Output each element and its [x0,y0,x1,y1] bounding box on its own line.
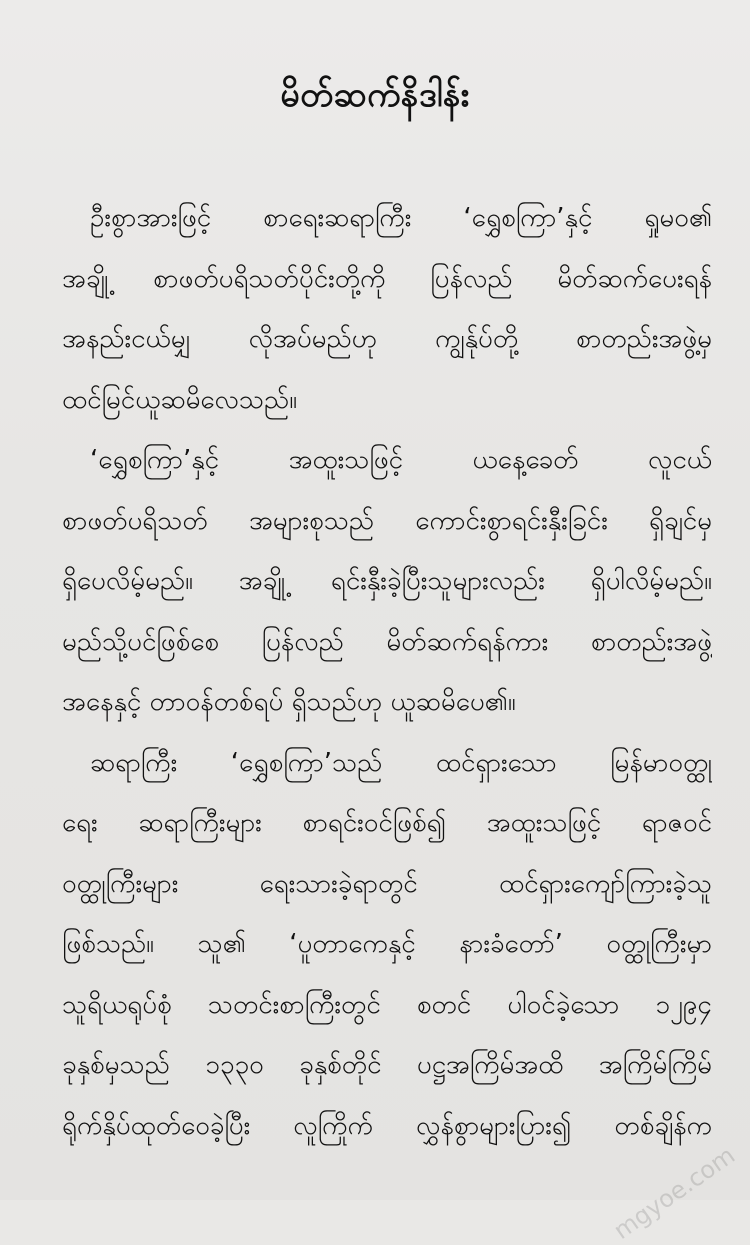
paragraph-1-line-1: ဦးစွာအားဖြင့် စာရေးဆရာကြီး ‘ရွှေစကြာ’နှင့် ရှုမဝ၏ [90,203,712,233]
document-body [62,188,712,1156]
paragraph-2-line-2: စာဖတ်ပရိသတ် အများစုသည် ကောင်းစွာရင်းနှီးခြင်း ရှိချင်မှ [62,505,712,536]
paragraph-1-line-4: ထင်မြင်ယူဆမိလေသည်။ [62,384,298,415]
paragraph-3-line-3: ဝတ္ထုကြီးများ ရေးသားခဲ့ရာတွင် ထင်ရှားကျော်ကြားခဲ့သူ [62,868,712,899]
watermark: mgyoe.com [608,1141,740,1245]
paragraph-2-line-5: အနေနှင့် တာဝန်တစ်ရပ် ရှိသည်ဟု ယူဆမိပေ၏။ [62,687,516,717]
paragraph-3-line-5: သူရိယရုပ်စုံ သတင်းစာကြီးတွင် စတင် ပါဝင်ခဲ့သော ၁၂၉၄ [62,989,712,1020]
paragraph-1-line-3: အနည်းငယ်မျှ လိုအပ်မည်ဟု ကျွန်ုပ်တို့ စာတည်းအဖွဲ့မှ [62,324,712,354]
paragraph-2-line-4: မည်သို့ပင်ဖြစ်စေ ပြန်လည် မိတ်ဆက်ရန်ကား စာတည်းအဖွဲ့ [62,626,712,657]
paragraph-1-line-2: အချို့ စာဖတ်ပရိသတ်ပိုင်းတို့ကို ပြန်လည် မိတ်ဆက်ပေးရန် [62,263,712,294]
page-title: မိတ်ဆက်နိဒါန်း [280,75,470,115]
paragraph-3-line-4: ဖြစ်သည်။ သူ၏ ‘ပူတာကေနှင့် နားခံတော်’ ဝတ္ထုကြီးမှာ [62,929,712,959]
paragraph-3-line-1: ဆရာကြီး ‘ရွှေစကြာ’သည် ထင်ရှားသော မြန်မာဝတ္ထု [90,747,712,778]
paragraph-3-line-6: ခုနှစ်မှသည် ၁၃၃၀ ခုနှစ်တိုင် ပဋ္ဌအကြိမ်အထိ အကြိမ်ကြိမ် [62,1050,712,1080]
paragraph-2-line-3: ရှိပေလိမ့်မည်။ အချို့ ရင်းနှီးခဲ့ပြီးသူများလည်း ရှိပါလိမ့်မည်။ [62,566,712,596]
paragraph-3-line-2: ရေး ဆရာကြီးများ စာရင်းဝင်ဖြစ်၍ အထူးသဖြင့် ရာဇဝင် [62,808,712,838]
paragraph-2-line-1: ‘ရွှေစကြာ’နှင့် အထူးသဖြင့် ယနေ့ခေတ် လူငယ် [90,445,712,475]
paragraph-3-line-7: ရိုက်နှိပ်ထုတ်ဝေခဲ့ပြီး လူကြိုက် လွှန်စွာများပြား၍ တစ်ချိန်က [62,1110,712,1141]
